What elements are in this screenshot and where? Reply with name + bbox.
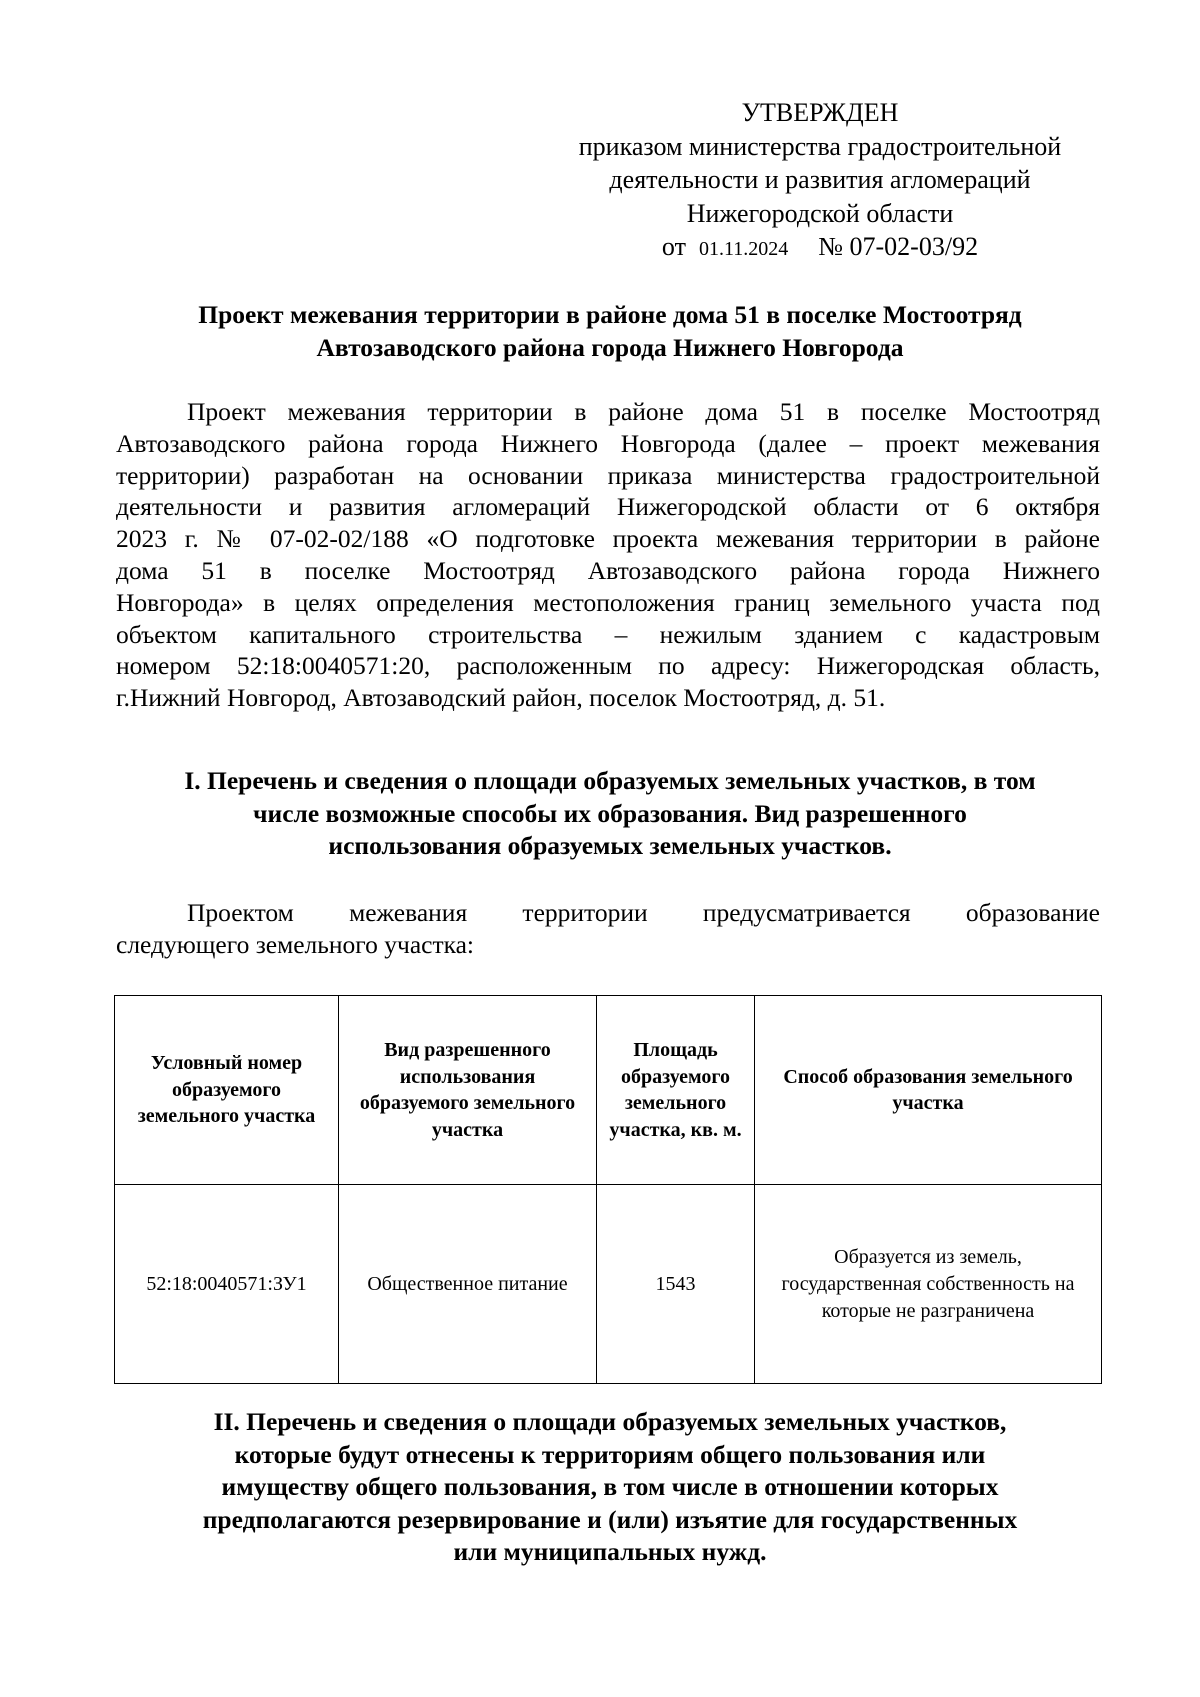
intro-line: 2023 г. № 07-02-02/188 «О подготовке проекта межевания территории в районе <box>116 524 1100 554</box>
header-plot-number: Условный номер образуемого земельного участка <box>115 996 339 1185</box>
section-2-heading-line-3: имуществу общего пользования, в том числе в отношении которых <box>221 1472 999 1501</box>
approval-date: 01.11.2024 <box>698 238 789 260</box>
document-title <box>110 298 1110 364</box>
approval-number: № 07-02-03/92 <box>818 232 979 261</box>
section-1-heading <box>110 765 1110 863</box>
intro-line: дома 51 в поселке Мостоотряд Автозаводского района города Нижнего <box>116 555 1100 585</box>
land-plots-table <box>114 995 1102 1384</box>
document-title-line-2: Автозаводского района города Нижнего Новгорода <box>316 333 904 362</box>
header-formation-method: Способ образования земельного участка <box>755 996 1102 1185</box>
intro-line: деятельности и развития агломераций Нижегородской области от 6 октября <box>116 492 1100 522</box>
approval-status: УТВЕРЖДЕН <box>741 98 899 127</box>
table-row <box>115 1185 1102 1384</box>
approval-line-1: приказом министерства градостроительной <box>578 131 1062 161</box>
intro-line: Автозаводского района города Нижнего Новгорода (далее – проект межевания <box>116 428 1100 458</box>
section-1-heading-line-1: I. Перечень и сведения о площади образуемых земельных участков, в том <box>184 766 1036 795</box>
section-2-heading-line-1: II. Перечень и сведения о площади образуемых земельных участков, <box>213 1407 1007 1436</box>
intro-line: г.Нижний Новгород, Автозаводский район, поселок Мостоотряд, д. 51. <box>116 683 886 713</box>
section-2-heading-line-5: или муниципальных нужд. <box>453 1537 767 1566</box>
cell-area: 1543 <box>597 1185 755 1384</box>
section-1-heading-line-2: числе возможные способы их образования. Вид разрешенного <box>253 798 967 828</box>
section-2-heading <box>110 1406 1110 1569</box>
approval-line-2: деятельности и развития агломераций <box>609 165 1031 194</box>
section-2-heading-line-2: которые будут отнесены к территориям общего пользования или <box>234 1439 986 1469</box>
table-header-row <box>115 996 1102 1185</box>
approval-block <box>540 96 1100 267</box>
cell-formation-method: Образуется из земель, государственная собственность на которые не разграничена <box>755 1185 1102 1384</box>
section-1-text-line-1: Проектом межевания территории предусматривается образование <box>187 898 1100 927</box>
header-permitted-use: Вид разрешенного использования образуемого земельного участка <box>339 996 597 1185</box>
approval-line-3: Нижегородской области <box>686 198 954 228</box>
intro-line: номером 52:18:0040571:20, расположенным по адресу: Нижегородская область, <box>116 651 1100 681</box>
section-1-heading-line-3: использования образуемых земельных участков. <box>328 831 892 860</box>
cell-plot-number: 52:18:0040571:ЗУ1 <box>115 1185 339 1384</box>
intro-line: территории) разработан на основании приказа министерства градостроительной <box>116 460 1100 490</box>
section-1-text <box>116 897 1100 961</box>
section-1-text-line-2: следующего земельного участка: <box>116 929 475 959</box>
intro-line: Проект межевания территории в районе дома 51 в поселке Мостоотряд <box>187 397 1100 426</box>
intro-line: Новгорода» в целях определения местоположения границ земельного участа под <box>116 587 1100 617</box>
intro-line: объектом капитального строительства – нежилым зданием с кадастровым <box>116 619 1100 649</box>
cell-permitted-use: Общественное питание <box>339 1185 597 1384</box>
approval-date-line <box>540 230 1100 267</box>
intro-paragraph <box>116 396 1100 714</box>
document-title-line-1: Проект межевания территории в районе дома 51 в поселке Мостоотряд <box>198 300 1022 329</box>
section-2-heading-line-4: предполагаются резервирование и (или) изъятие для государственных <box>202 1504 1018 1534</box>
header-area: Площадь образуемого земельного участка, кв. м. <box>597 996 755 1185</box>
approval-date-prefix: от <box>661 232 686 261</box>
